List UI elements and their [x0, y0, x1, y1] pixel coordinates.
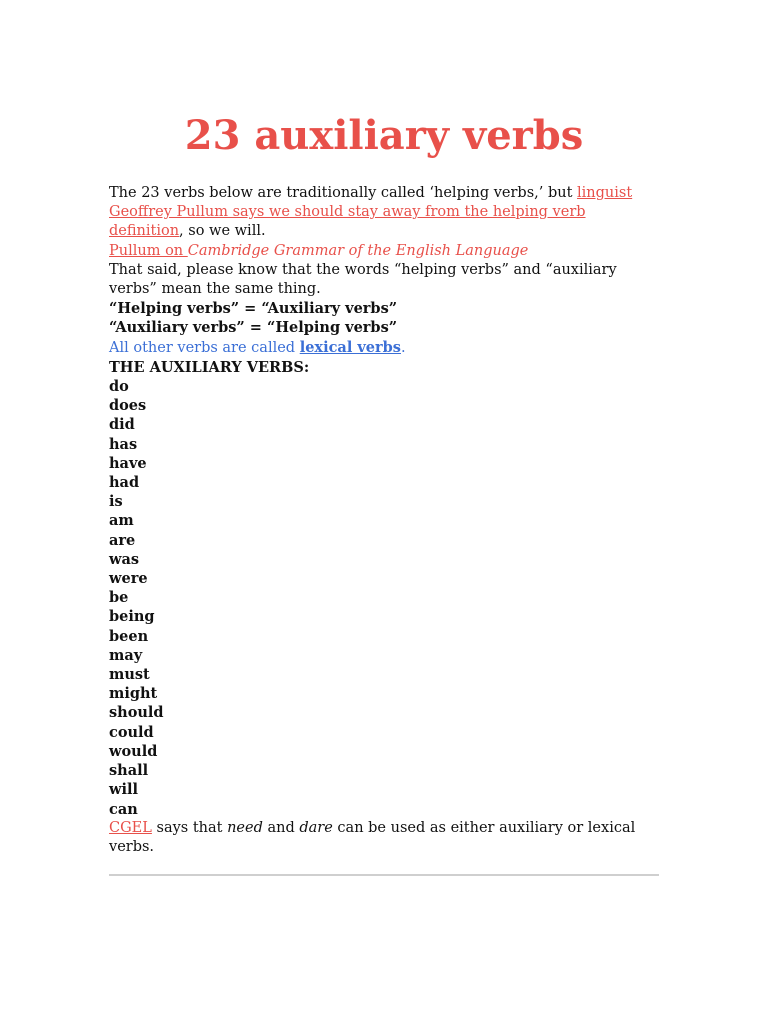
intro-text: The 23 verbs below are traditionally called ‘helping verbs,’ but	[109, 185, 578, 201]
cgel-text-1: says that	[151, 819, 228, 836]
verb-list-item: did	[109, 416, 135, 434]
list-heading: THE AUXILIARY VERBS:	[109, 358, 310, 376]
intro-line-2	[109, 203, 669, 222]
verb-list-item: shall	[109, 762, 149, 780]
lexical-verbs-link[interactable]: lexical verbs	[299, 338, 401, 356]
page-title: 23 auxiliary verbs	[184, 112, 584, 159]
lexical-line	[109, 338, 669, 358]
need-word: need	[227, 819, 263, 836]
verb-list-item: have	[109, 454, 147, 472]
said-line-2: verbs” mean the same thing.	[109, 281, 321, 298]
pullum-on-link[interactable]: Pullum on	[109, 242, 188, 259]
verb-list-item: must	[109, 666, 150, 684]
intro-line-3	[109, 222, 669, 241]
cgel-text-3: can be used as either auxiliary or lexical	[332, 819, 636, 836]
verb-list-item: has	[109, 435, 138, 453]
verb-list-item: could	[109, 723, 154, 741]
pullum-link-part-3[interactable]: definition	[109, 223, 180, 240]
verb-list-item: would	[109, 742, 158, 760]
cgel-link[interactable]: CGEL	[109, 819, 152, 836]
cgel-line-2: verbs.	[109, 838, 155, 855]
equation-2: “Auxiliary verbs” = “Helping verbs”	[109, 319, 398, 337]
verb-list-item: been	[109, 627, 149, 645]
pullum-link-part-2[interactable]: Geoffrey Pullum says we should stay away from the helping verb	[109, 204, 586, 221]
verb-list-item: am	[109, 512, 134, 530]
verb-list-item: may	[109, 646, 143, 664]
lexical-text: All other verbs are called	[109, 339, 300, 356]
pullum-book-line	[109, 242, 669, 261]
verb-list-item: being	[109, 608, 155, 626]
intro-text-end: , so we will.	[179, 223, 266, 240]
verb-list	[109, 377, 669, 819]
verb-list-item: does	[109, 397, 147, 415]
verb-list-item: is	[109, 493, 123, 511]
verb-list-item: do	[109, 378, 129, 396]
verb-list-item: might	[109, 685, 158, 703]
verb-list-item: should	[109, 704, 164, 722]
equation-1: “Helping verbs” = “Auxiliary verbs”	[109, 300, 398, 318]
intro-line-1	[109, 184, 669, 203]
verb-list-item: was	[109, 550, 140, 568]
horizontal-rule	[109, 874, 659, 876]
cgel-line-1	[109, 819, 669, 838]
said-line-1: That said, please know that the words “helping verbs” and “auxiliary	[109, 261, 617, 278]
lexical-period: .	[400, 339, 406, 356]
book-title: Cambridge Grammar of the English Language	[187, 242, 529, 259]
verb-list-item: were	[109, 570, 148, 588]
verb-list-item: can	[109, 800, 138, 818]
document-body	[109, 184, 669, 857]
pullum-link-part-1[interactable]: linguist	[577, 185, 633, 201]
verb-list-item: are	[109, 531, 136, 549]
dare-word: dare	[299, 819, 333, 836]
verb-list-item: had	[109, 474, 140, 492]
cgel-text-2: and	[262, 819, 300, 836]
verb-list-item: will	[109, 781, 139, 799]
verb-list-item: be	[109, 589, 129, 607]
